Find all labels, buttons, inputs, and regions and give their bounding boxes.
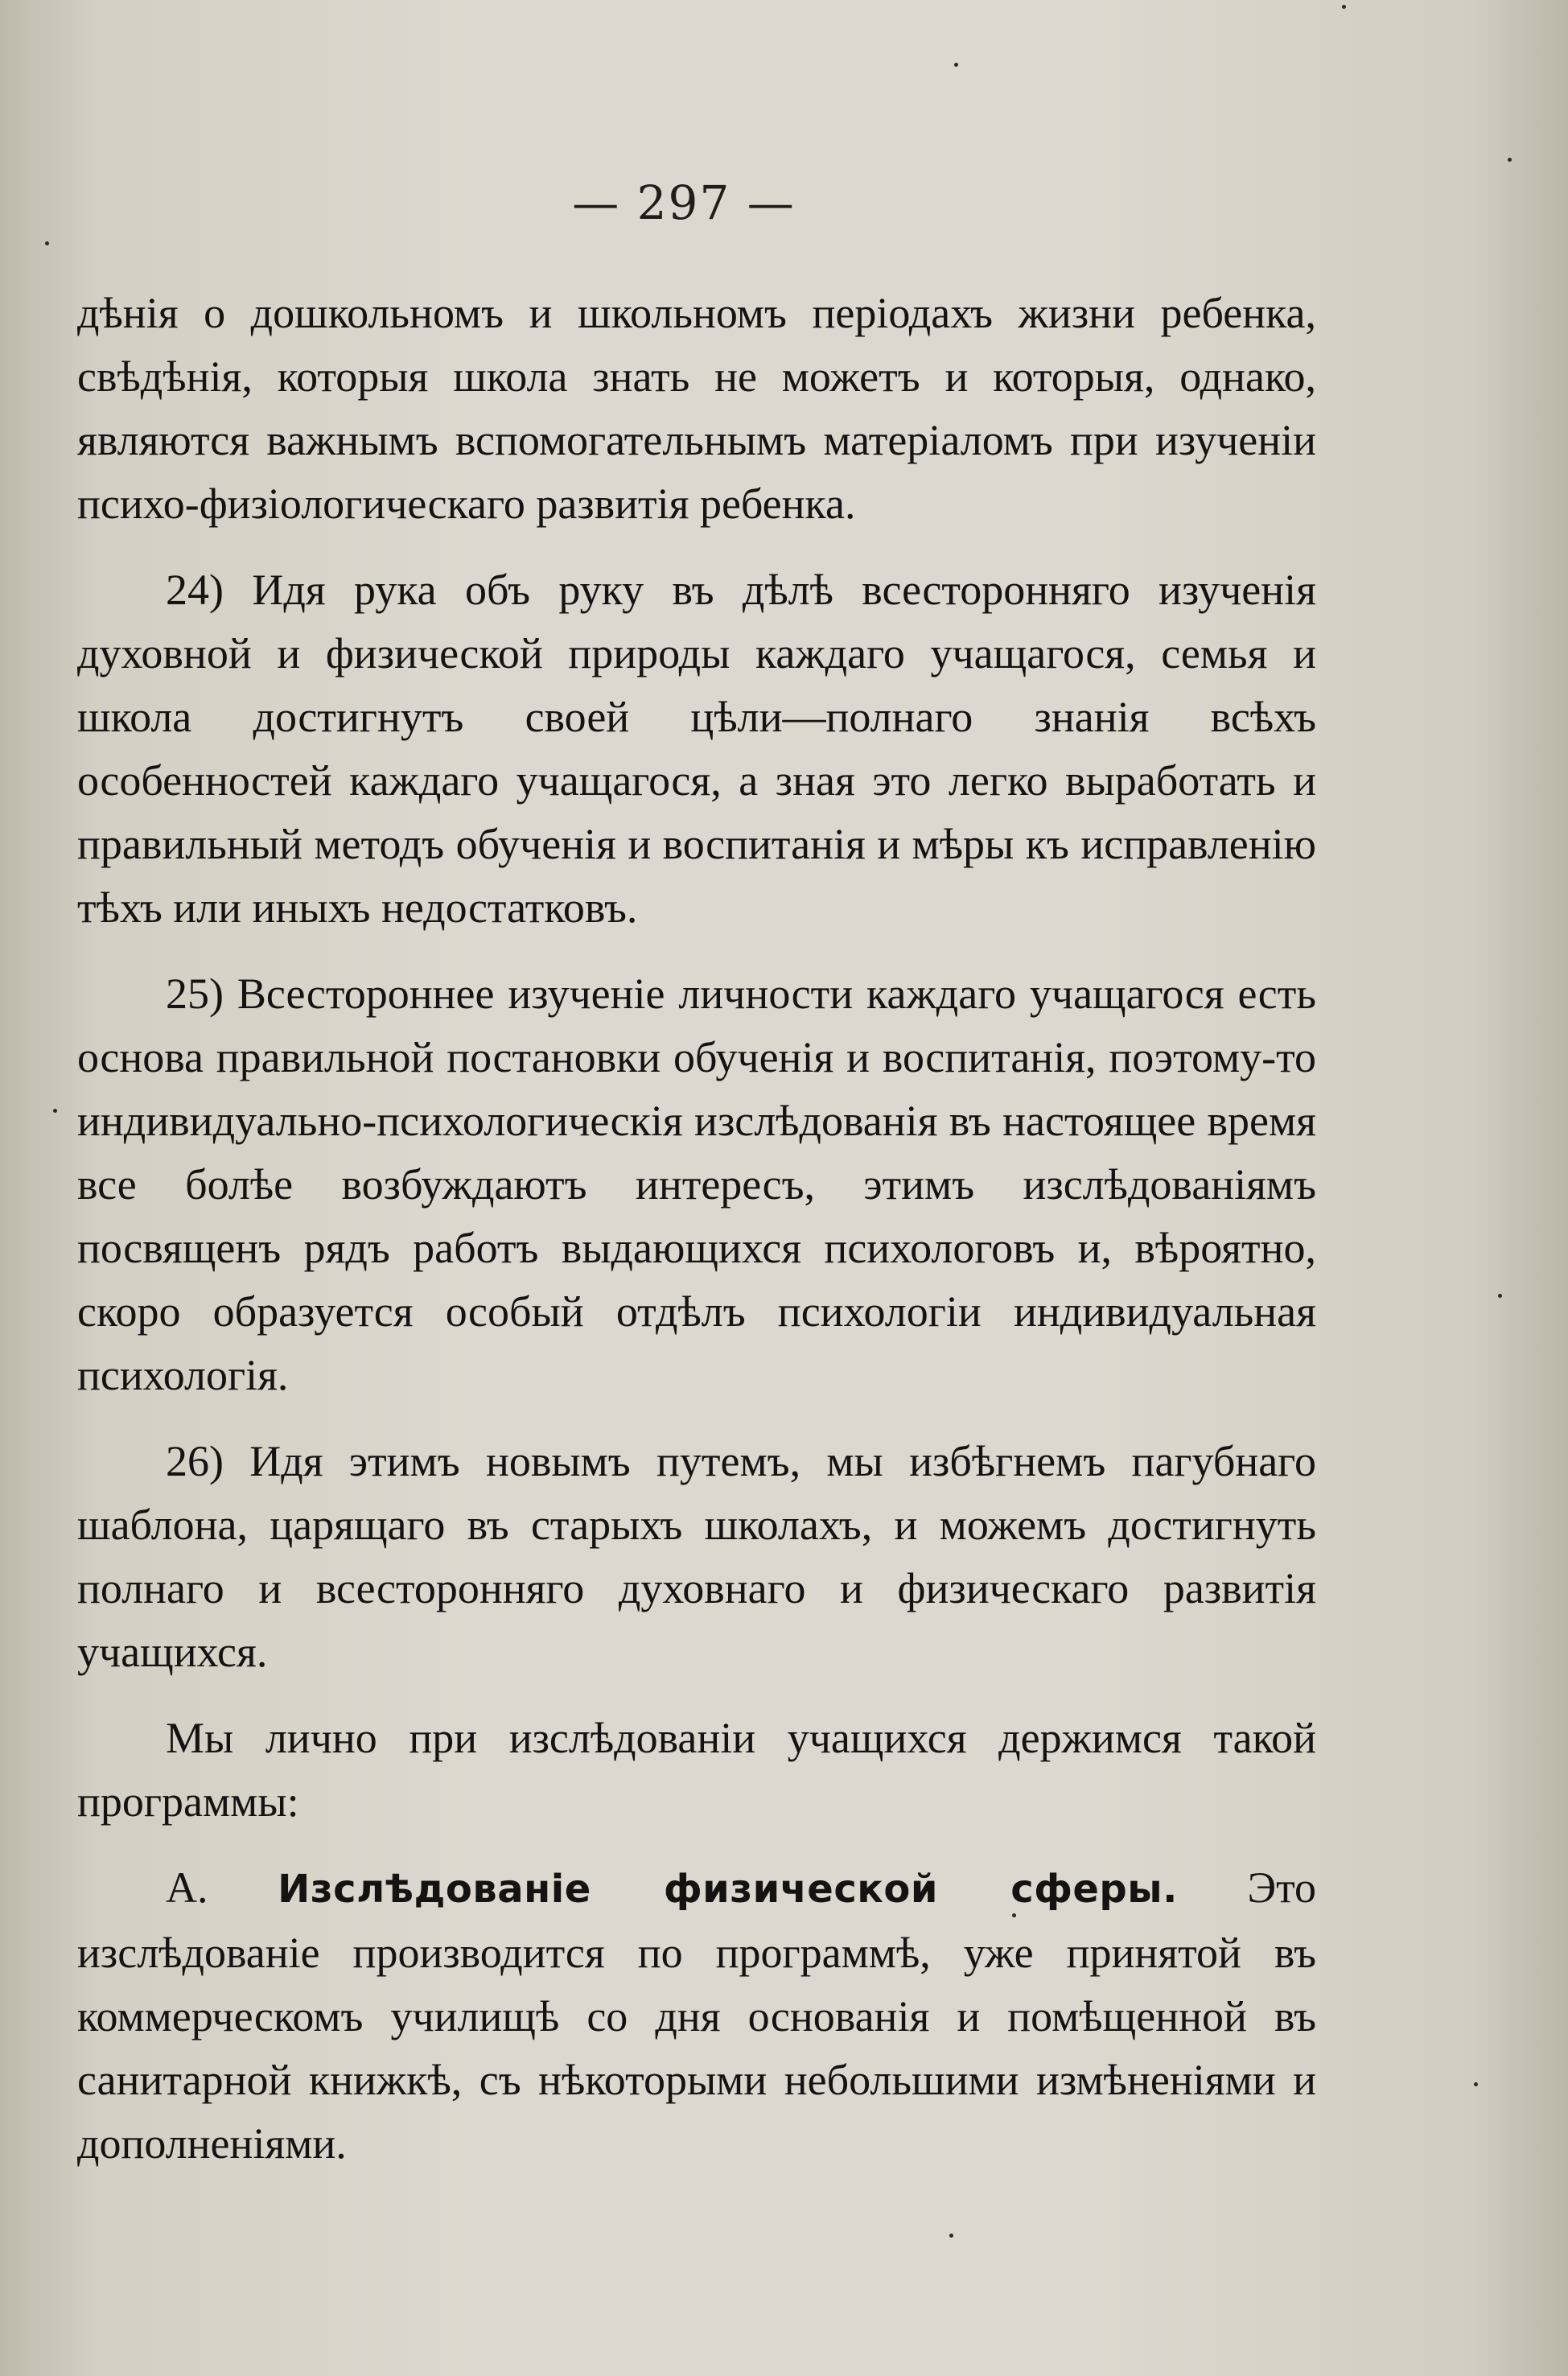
paragraph-25: 25) Всестороннее изученіе личности каждаго учащагося есть основа правильной постановки обученія и воспитанія, поэтому-то индивидуально-психологическія изслѣдованія въ настоящее время все болѣе возбуждаютъ интересъ, этимъ изслѣдованіямъ посвященъ рядъ работъ выдающихся психологовъ и, вѣроятно, скоро образуется особый отдѣлъ психологіи индивидуальная психологія. [77, 970, 1316, 1399]
paragraph-24: 24) Идя рука объ руку въ дѣлѣ всесторонняго изученія духовной и физической природы каждаго учащагося, семья и школа достигнутъ своей цѣли—полнаго знанія всѣхъ особенностей каждаго учащагося, а зная это легко выработать и правильный методъ обученія и воспитанія и мѣры къ исправленію тѣхъ или иныхъ недостатковъ. [77, 566, 1316, 932]
paper-speck [1342, 5, 1346, 9]
paper-speck [954, 63, 958, 67]
body-text [77, 282, 1316, 2176]
paragraph-continuation: дѣнія о дошкольномъ и школьномъ періодахъ жизни ребенка, свѣдѣнія, которыя школа знать не можетъ и которыя, однако, являются важнымъ вспомогательнымъ матеріаломъ при изученіи психо-физіологическаго развитія ребенка. [77, 289, 1316, 528]
section-a-label: А. [166, 1863, 278, 1912]
paragraph-program-intro: Мы лично при изслѣдованіи учащихся держимся такой программы: [77, 1714, 1316, 1826]
section-a-heading: Изслѣдованіе физической сферы. [278, 1867, 1178, 1912]
paper-speck [1498, 1294, 1502, 1298]
paper-speck [949, 2234, 953, 2238]
page-number: — 297 — [572, 175, 796, 230]
paper-speck [1012, 1913, 1016, 1917]
paper-speck [45, 241, 49, 245]
paper-speck [1474, 2082, 1478, 2086]
section-a-text: Это изслѣдованіе производится по программѣ, уже принятой въ коммерческомъ училищѣ со дня основанія и помѣщенной въ санитарной книжкѣ, съ нѣкоторыми небольшими измѣненіями и дополненіями. [77, 1863, 1316, 2168]
paper-speck [1508, 158, 1512, 162]
paragraph-26: 26) Идя этимъ новымъ путемъ, мы избѣгнемъ пагубнаго шаблона, царящаго въ старыхъ школахъ, и можемъ достигнуть полнаго и всесторонняго духовнаго и физическаго развитія учащихся. [77, 1437, 1316, 1676]
paragraph-section-a [77, 1856, 1316, 2176]
paper-speck [53, 1109, 57, 1113]
